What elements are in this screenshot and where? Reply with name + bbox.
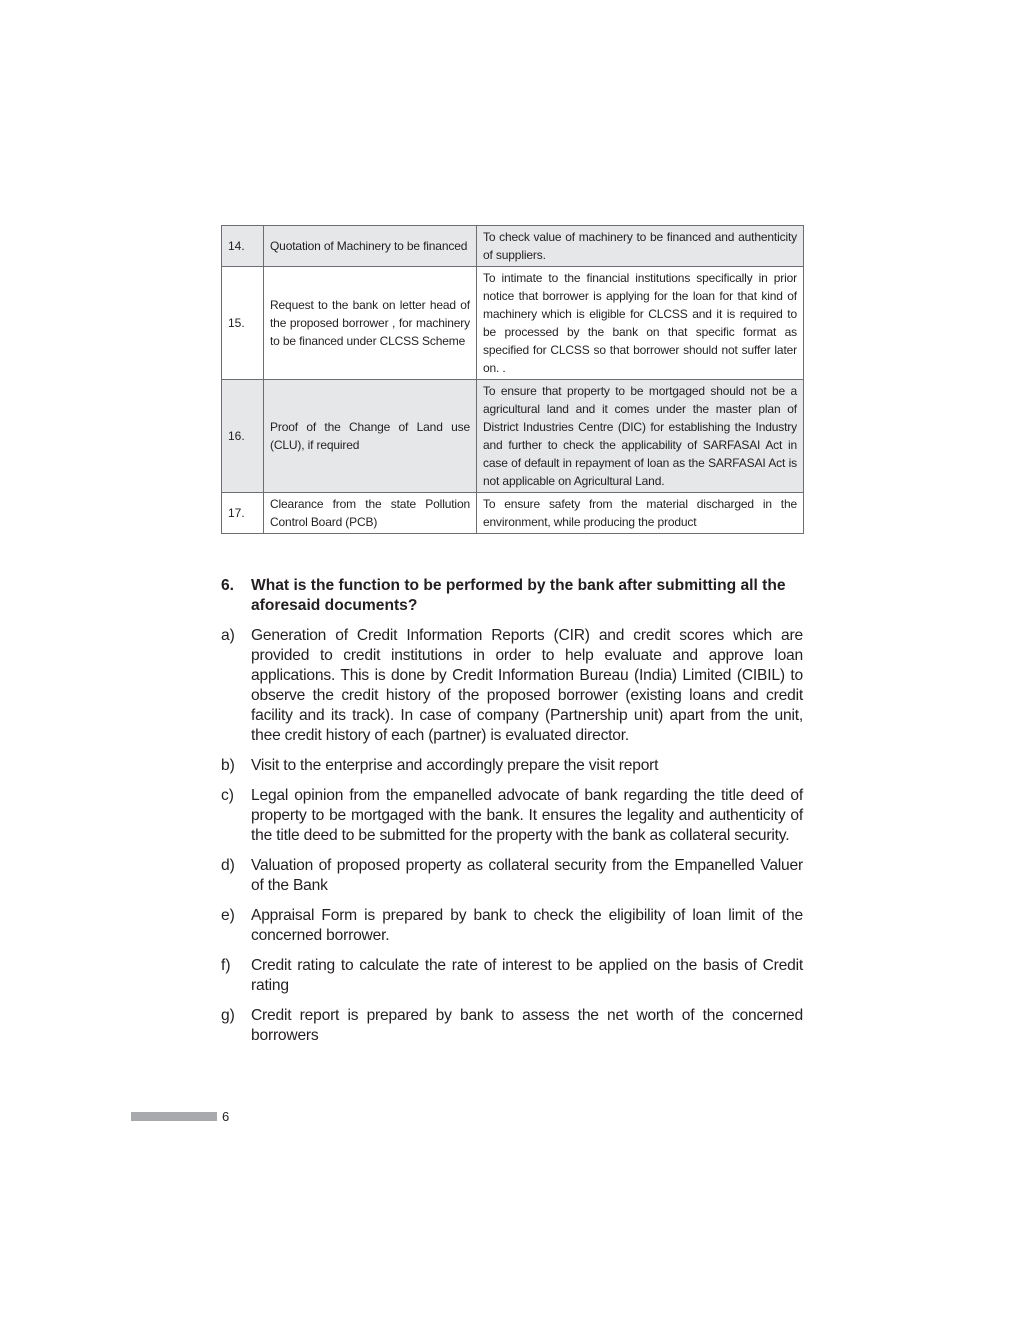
list-item [221,956,803,996]
purpose-text: To ensure safety from the material discharged in the environment, while producing the product [483,497,797,529]
row-number: 14. [222,226,264,267]
purpose-text: To ensure that property to be mortgaged should not be a agricultural land and it comes under the master plan of District Industries Centre (DIC) for establishing the Industry and further to check the applicability of SARFASAI Act in case of default in repayment of loan as the SARFASAI Act is not applicable on Agricultural Land. [483,384,797,488]
purpose-cell [477,267,804,380]
purpose-cell [477,380,804,493]
documents-table [221,225,803,534]
table-row [222,226,804,267]
list-marker: a) [221,627,235,644]
page-number: 6 [222,1109,230,1124]
list-marker: c) [221,787,234,804]
row-number: 17. [222,493,264,534]
list-item-text: Valuation of proposed property as collateral security from the Empanelled Valuer of the Bank [251,857,803,894]
purpose-cell [477,493,804,534]
list-marker: f) [221,957,231,974]
list-item [221,756,803,776]
list-item [221,1006,803,1046]
document-text: Clearance from the state Pollution Control Board (PCB) [270,497,470,529]
documents-table-grid [221,225,804,534]
document-cell [264,380,477,493]
list-item-text: Legal opinion from the empanelled advocate of bank regarding the title deed of property to be mortgaged with the bank. It ensures the legality and authenticity of the title deed to be submitted for the property with the bank as collateral security. [251,787,803,844]
footer-bar [131,1112,217,1121]
purpose-text: To check value of machinery to be financed and authenticity of suppliers. [483,230,797,262]
purpose-cell [477,226,804,267]
table-row [222,493,804,534]
list-item [221,906,803,946]
purpose-text: To intimate to the financial institutions specifically in prior notice that borrower is applying for the loan for that kind of machinery which is eligible for CLCSS and it is required to be processed by the bank on that specific format as specified for CLCSS so that borrower should not suffer later on. . [483,271,797,375]
list-marker: g) [221,1007,235,1024]
question-heading [221,576,803,616]
document-text: Proof of the Change of Land use (CLU), if required [270,420,470,452]
document-text: Quotation of Machinery to be financed [270,239,468,253]
list-marker: d) [221,857,235,874]
list-item-text: Visit to the enterprise and accordingly prepare the visit report [251,757,659,774]
question-section [221,576,803,1056]
document-cell [264,267,477,380]
list-item [221,626,803,746]
list-marker: b) [221,757,235,774]
list-item [221,856,803,896]
table-row [222,380,804,493]
document-text: Request to the bank on letter head of the proposed borrower , for machinery to be financed under CLCSS Scheme [270,298,470,348]
table-row [222,267,804,380]
list-item-text: Credit rating to calculate the rate of interest to be applied on the basis of Credit rating [251,957,803,994]
list-item-text: Generation of Credit Information Reports (CIR) and credit scores which are provided to credit institutions in order to help evaluate and approve loan applications. This is done by Credit Information Bureau (India) Limited (CIBIL) to observe the credit history of the proposed borrower (existing loans and credit facility and its track). In case of company (Partnership unit) apart from the unit, thee credit history of each (partner) is evaluated director. [251,627,803,744]
list-item-text: Appraisal Form is prepared by bank to check the eligibility of loan limit of the concerned borrower. [251,907,803,944]
list-marker: e) [221,907,235,924]
row-number: 16. [222,380,264,493]
list-item-text: Credit report is prepared by bank to assess the net worth of the concerned borrowers [251,1007,803,1044]
document-cell [264,493,477,534]
row-number: 15. [222,267,264,380]
list-item [221,786,803,846]
question-text: What is the function to be performed by the bank after submitting all the aforesaid documents? [251,577,786,614]
question-number: 6. [221,577,235,594]
document-cell [264,226,477,267]
